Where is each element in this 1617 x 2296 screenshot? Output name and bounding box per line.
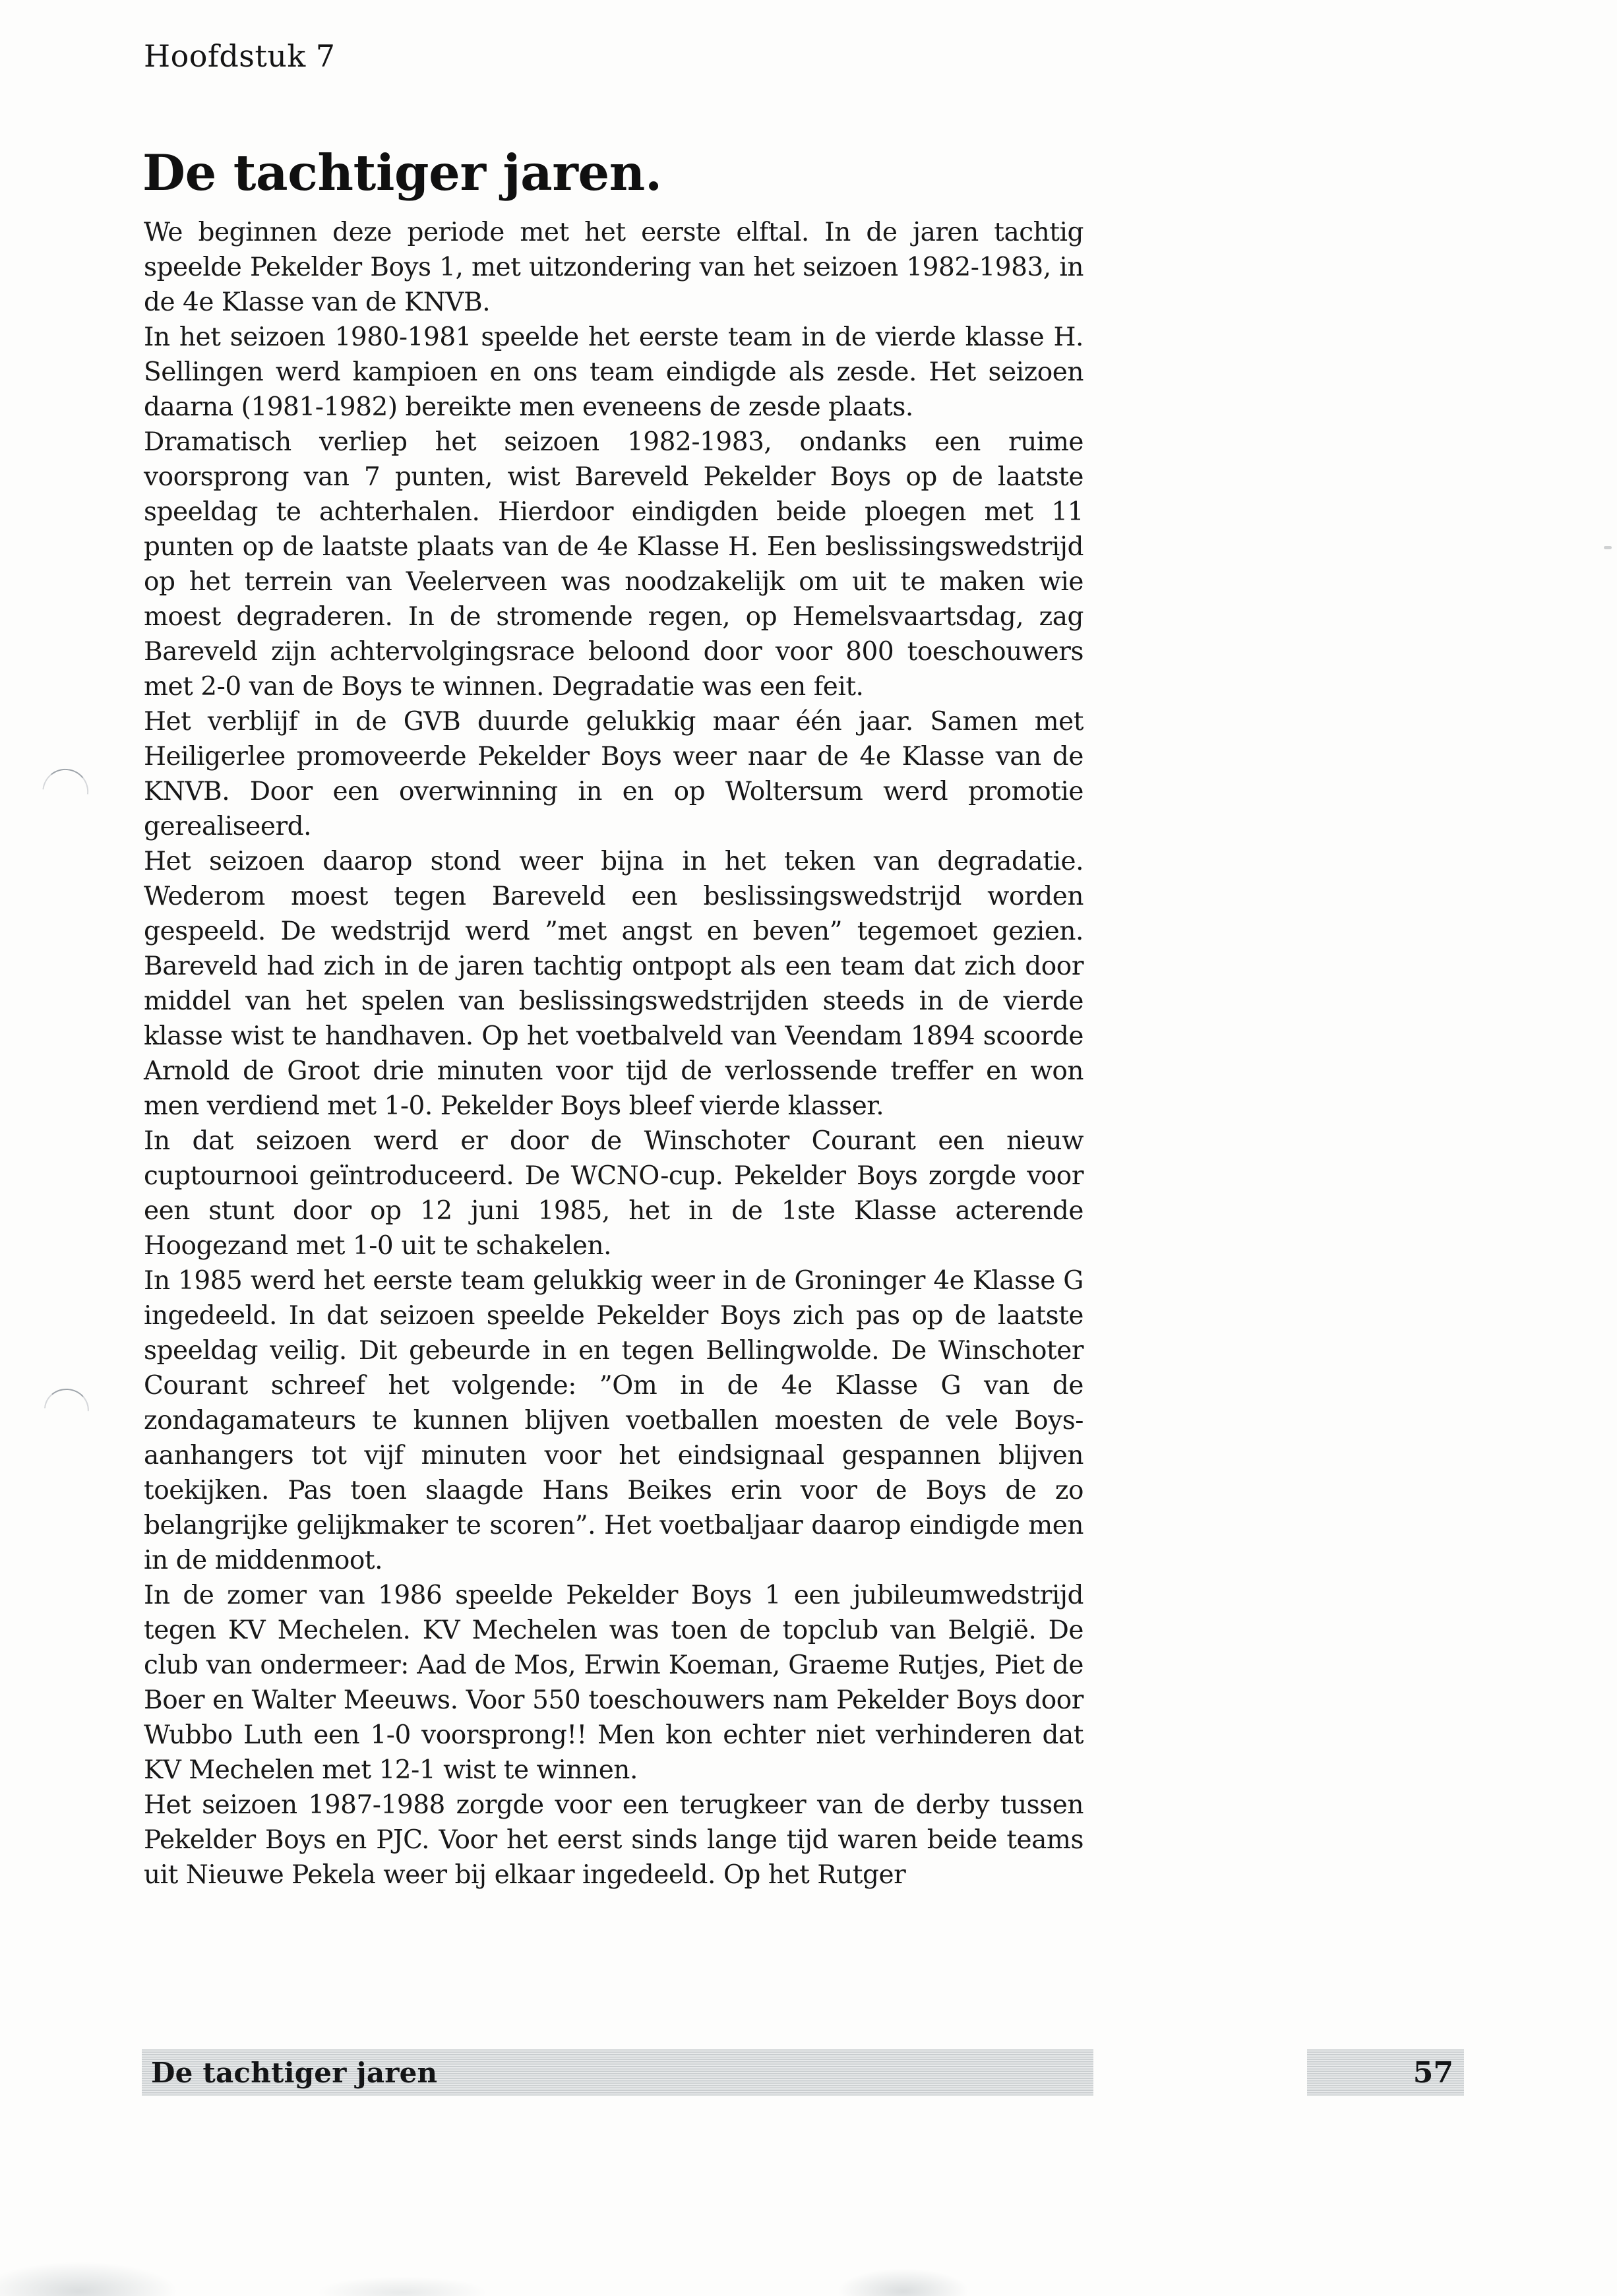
page-number: 57: [1413, 2055, 1453, 2090]
body-paragraph: In 1985 werd het eerste team gelukkig weer in de Groninger 4e Klasse G ingedeeld. In dat seizoen speelde Pekelder Boys zich pas op de laatste speeldag veilig. Dit gebeurde in en tegen Bellingwolde. De Winschoter Courant schreef het volgende: ”Om in de 4e Klasse G van de zondagamateurs te kunnen blijven voetballen moesten de vele Boys-aanhangers tot vijf minuten voor het eindsignaal gespannen blijven toekijken. Pas toen slaagde Hans Beikes erin voor de Boys de zo belangrijke gelijkmaker te scoren”. Het voetbaljaar daarop eindigde men in de middenmoot.: [144, 1266, 1083, 1575]
footer-section-title: De tachtiger jaren: [151, 2056, 438, 2089]
body-paragraph: In de zomer van 1986 speelde Pekelder Boys 1 een jubileumwedstrijd tegen KV Mechelen. KV Mechelen was toen de topclub van België. De club van ondermeer: Aad de Mos, Erwin Koeman, Graeme Rutjes, Piet de Boer en Walter Meeuws. Voor 550 toeschouwers nam Pekelder Boys door Wubbo Luth een 1-0 voorsprong!! Men kon echter niet verhinderen dat KV Mechelen met 12-1 wist te winnen.: [144, 1581, 1083, 1785]
body-paragraph: In dat seizoen werd er door de Winschoter Courant een nieuw cuptournooi geïntroduceerd. De WCNO-cup. Pekelder Boys zorgde voor een stunt door op 12 juni 1985, het in de 1ste Klasse acterende Hoogezand met 1-0 uit te schakelen.: [144, 1126, 1083, 1261]
body-paragraph: In het seizoen 1980-1981 speelde het eerste team in de vierde klasse H. Sellingen werd kampioen en ons team eindigde als zesde. Het seizoen daarna (1981-1982) bereikte men eveneens de zesde plaats.: [144, 322, 1083, 422]
body-text: [144, 215, 1083, 1892]
scan-artifact-smudge: [0, 2262, 178, 2296]
page-title: De tachtiger jaren.: [142, 144, 662, 202]
scan-artifact-arc: [44, 1387, 90, 1412]
body-paragraph: Het seizoen 1987-1988 zorgde voor een terugkeer van de derby tussen Pekelder Boys en PJC. Voor het eerst sinds lange tijd waren beide teams uit Nieuwe Pekela weer bij elkaar ingedeeld. Op het Rutger: [144, 1790, 1083, 1890]
scan-artifact-speck: [1604, 546, 1612, 549]
scan-artifact-smudge: [317, 2276, 488, 2296]
scan-artifact-arc: [42, 766, 90, 794]
body-paragraph: We beginnen deze periode met het eerste elftal. In de jaren tachtig speelde Pekelder Boys 1, met uitzondering van het seizoen 1982-1983, in de 4e Klasse van de KNVB.: [144, 218, 1083, 317]
body-paragraph: Het verblijf in de GVB duurde gelukkig maar één jaar. Samen met Heiligerlee promoveerde Pekelder Boys weer naar de 4e Klasse van de KNVB. Door een overwinning in en op Woltersum werd promotie gerealiseerd.: [144, 707, 1083, 841]
body-paragraph: Het seizoen daarop stond weer bijna in het teken van degradatie. Wederom moest tegen Bareveld een beslissingswedstrijd worden gespeeld. De wedstrijd werd ”met angst en beven” tegemoet gezien. Bareveld had zich in de jaren tachtig ontpopt als een team dat zich door middel van het spelen van beslissingswedstrijden steeds in de vierde klasse wist te handhaven. Op het voetbalveld van Veendam 1894 scoorde Arnold de Groot drie minuten voor tijd de verlossende treffer en won men verdiend met 1-0. Pekelder Boys bleef vierde klasser.: [144, 847, 1083, 1121]
body-paragraph: Dramatisch verliep het seizoen 1982-1983, ondanks een ruime voorsprong van 7 punten, wist Bareveld Pekelder Boys op de laatste speeldag te achterhalen. Hierdoor eindigden beide ploegen met 11 punten op de laatste plaats van de 4e Klasse H. Een beslissingswedstrijd op het terrein van Veelerveen was noodzakelijk om uit te maken wie moest degraderen. In de stromende regen, op Hemelsvaartsdag, zag Bareveld zijn achtervolgingsrace beloond door voor 800 toeschouwers met 2-0 van de Boys te winnen. Degradatie was een feit.: [144, 427, 1083, 702]
chapter-label: Hoofdstuk 7: [144, 38, 336, 74]
footer-section-bar: [142, 2049, 1093, 2096]
page-number-bar: [1307, 2049, 1464, 2096]
scan-artifact-smudge: [838, 2268, 969, 2296]
